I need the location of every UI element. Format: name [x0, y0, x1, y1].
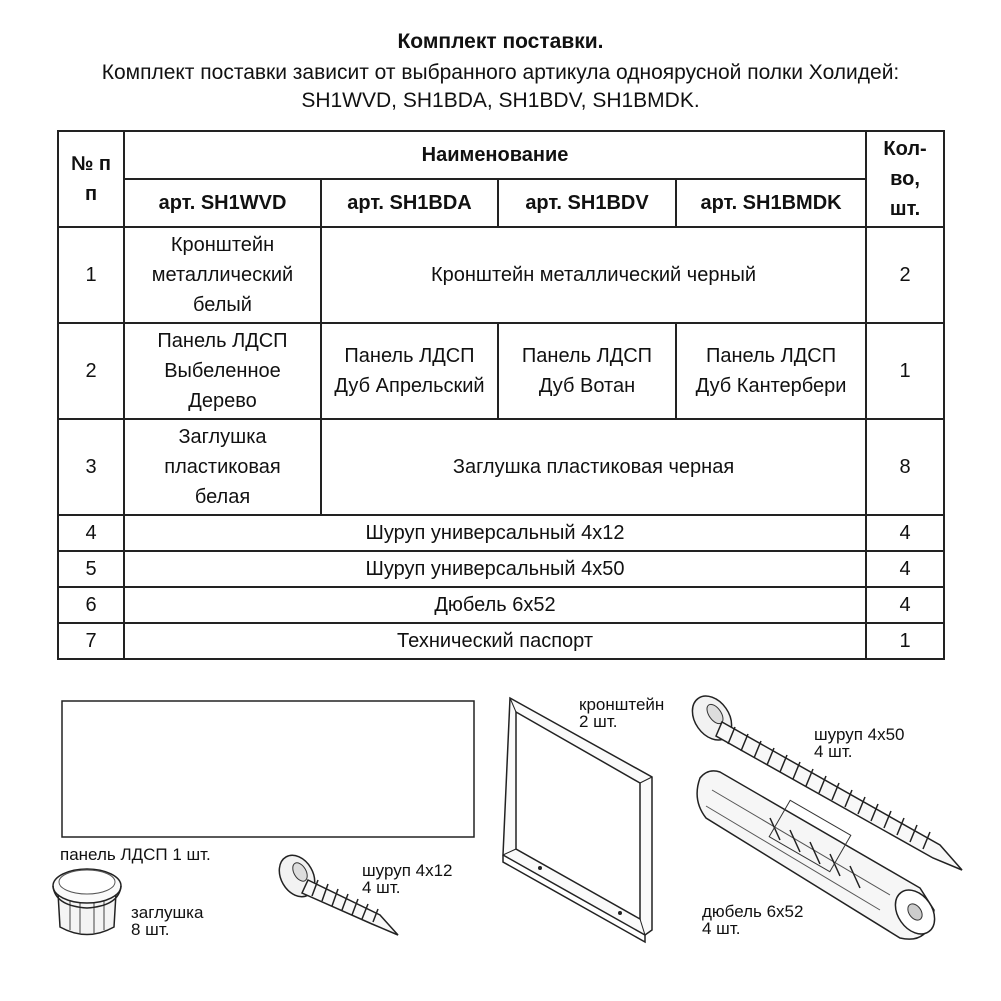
row-item: Шуруп универсальный 4х12 [124, 515, 866, 551]
row-item-sh1bmdk: Панель ЛДСП Дуб Кантербери [676, 323, 866, 419]
screw-4x50-label [814, 726, 905, 760]
row-item-black: Кронштейн металлический черный [321, 227, 866, 323]
row-item-black: Заглушка пластиковая черная [321, 419, 866, 515]
row-item-white: Заглушка пластиковая белая [124, 419, 321, 515]
row-item-sh1wvd: Панель ЛДСП Выбеленное Дерево [124, 323, 321, 419]
row-quantity: 1 [866, 323, 944, 419]
dowel-label [702, 903, 803, 937]
header-article-4: арт. SH1BMDK [676, 179, 866, 227]
row-quantity: 2 [866, 227, 944, 323]
header-article-2: арт. SH1BDA [321, 179, 498, 227]
panel-label: панель ЛДСП 1 шт. [60, 845, 211, 864]
page-title: Комплект поставки. [397, 30, 604, 53]
row-number: 2 [58, 323, 124, 419]
subtitle-line-1: Комплект поставки зависит от выбранного артикула одноярусной полки Холидей: [101, 61, 900, 84]
screw-4x12-label [362, 862, 453, 896]
row-item-sh1bda: Панель ЛДСП Дуб Апрельский [321, 323, 498, 419]
row-quantity: 1 [866, 623, 944, 659]
row-quantity: 4 [866, 551, 944, 587]
dowel-label-qty: 4 шт. [702, 919, 741, 938]
row-item: Дюбель 6х52 [124, 587, 866, 623]
bracket-label-qty: 2 шт. [579, 712, 618, 731]
screw-4x50-label-qty: 4 шт. [814, 742, 853, 761]
screw-4x12-label-qty: 4 шт. [362, 878, 401, 897]
bracket-label [579, 696, 664, 730]
header-article-1: арт. SH1WVD [124, 179, 321, 227]
bracket-label-name: кронштейн [579, 695, 665, 714]
header-name: Наименование [124, 131, 866, 179]
cap-label-name: заглушка [131, 903, 204, 922]
row-item: Технический паспорт [124, 623, 866, 659]
row-quantity: 4 [866, 515, 944, 551]
screw-4x50-label-name: шуруп 4х50 [814, 725, 905, 744]
row-number: 5 [58, 551, 124, 587]
cap-label [131, 904, 203, 938]
subtitle-line-2: SH1WVD, SH1BDA, SH1BDV, SH1BMDK. [301, 89, 700, 112]
panel-illustration [62, 701, 474, 837]
row-quantity: 8 [866, 419, 944, 515]
row-number: 1 [58, 227, 124, 323]
header-article-3: арт. SH1BDV [498, 179, 676, 227]
row-number: 4 [58, 515, 124, 551]
row-item-white: Кронштейн металлический белый [124, 227, 321, 323]
row-number: 6 [58, 587, 124, 623]
row-item-sh1bdv: Панель ЛДСП Дуб Вотан [498, 323, 676, 419]
bracket-illustration [503, 698, 652, 942]
dowel-label-name: дюбель 6х52 [702, 902, 804, 921]
row-quantity: 4 [866, 587, 944, 623]
row-item: Шуруп универсальный 4х50 [124, 551, 866, 587]
cap-illustration [53, 869, 121, 935]
header-number: № п п [58, 131, 124, 227]
header-quantity: Кол-во, шт. [866, 131, 944, 227]
row-number: 7 [58, 623, 124, 659]
cap-label-qty: 8 шт. [131, 920, 170, 939]
row-number: 3 [58, 419, 124, 515]
screw-4x12-label-name: шуруп 4х12 [362, 861, 453, 880]
